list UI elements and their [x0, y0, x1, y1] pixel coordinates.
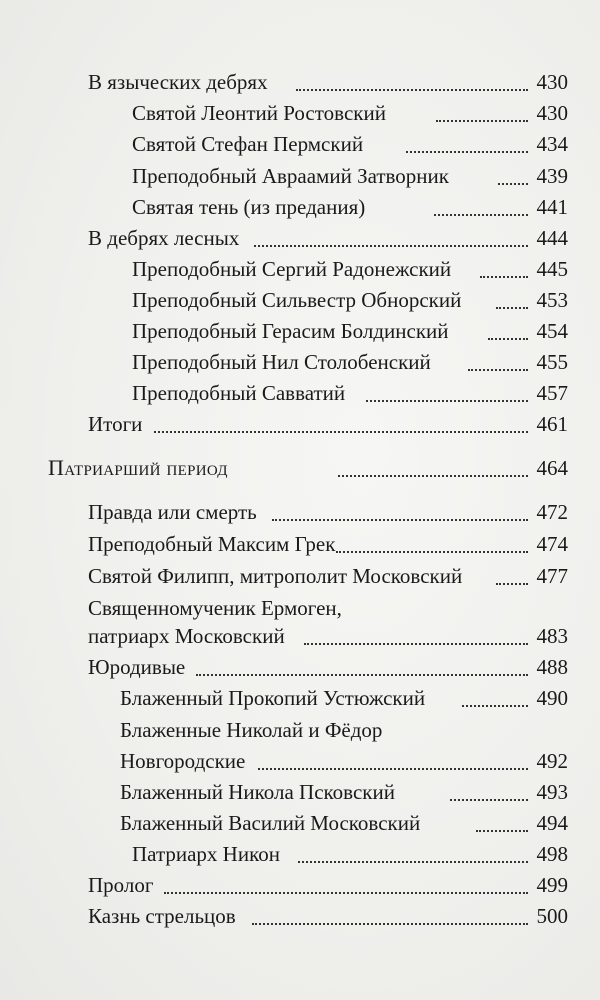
toc-dot-leader: [436, 118, 528, 122]
toc-entry-title: Казнь стрельцов: [88, 904, 236, 928]
toc-entry-page: 472: [536, 500, 568, 524]
toc-entry: [0, 222, 600, 254]
toc-dot-leader: [296, 87, 528, 91]
toc-dot-leader: [154, 429, 528, 433]
toc-dot-leader: [196, 672, 528, 676]
toc-dot-leader: [462, 703, 528, 707]
toc-entry-continued: [0, 714, 600, 746]
toc-entry-page: 492: [536, 749, 568, 773]
toc-entry: [0, 66, 600, 98]
toc-entry-page: 445: [536, 257, 568, 281]
toc-entry-title: Преподобный Сильвестр Обнорский: [132, 288, 462, 312]
toc-entry-page: 455: [536, 350, 568, 374]
toc-entry-page: 490: [536, 686, 568, 710]
toc-dot-leader: [252, 921, 528, 925]
toc-entry: [0, 745, 600, 777]
toc-entry-page: 498: [536, 842, 568, 866]
toc-entry-title: В языческих дебрях: [88, 70, 268, 94]
toc-entry-title: Юродивые: [88, 655, 186, 679]
toc-dot-leader: [496, 581, 528, 585]
toc-entry: [0, 807, 600, 839]
toc-dot-leader: [468, 367, 528, 371]
toc-dot-leader: [336, 549, 528, 553]
toc-entry-title: Преподобный Максим Грек: [88, 532, 336, 556]
toc-entry-title: Блаженный Василий Московский: [120, 811, 421, 835]
toc-entry-title: Преподобный Герасим Болдинский: [132, 319, 449, 343]
toc-entry-page: 464: [536, 456, 568, 480]
toc-entry-title: В дебрях лесных: [88, 226, 240, 250]
toc-entry: [0, 346, 600, 378]
toc-entry: [0, 496, 600, 528]
toc-entry: [0, 900, 600, 932]
toc-entry-title: Правда или смерть: [88, 500, 257, 524]
toc-entry: [0, 128, 600, 160]
toc-entry: [0, 408, 600, 440]
toc-entry-page: 430: [536, 101, 568, 125]
toc-entry-title: Священномученик Ермоген,: [88, 596, 342, 620]
toc-entry-title: патриарх Московский: [88, 624, 285, 648]
toc-entry: [0, 620, 600, 652]
toc-dot-leader: [272, 517, 528, 521]
toc-dot-leader: [258, 766, 528, 770]
toc-entry: [0, 160, 600, 192]
toc-entry-title: Святой Филипп, митрополит Московский: [88, 564, 463, 588]
toc-entry-page: 457: [536, 381, 568, 405]
toc-entry-page: 483: [536, 624, 568, 648]
toc-entry: [0, 869, 600, 901]
toc-entry: [0, 560, 600, 592]
toc-entry: [0, 838, 600, 870]
toc-entry: [0, 651, 600, 683]
toc-entry-title: Преподобный Савватий: [132, 381, 346, 405]
toc-entry-title: Блаженные Николай и Фёдор: [120, 718, 383, 742]
toc-entry-page: 494: [536, 811, 568, 835]
toc-entry-page: 461: [536, 412, 568, 436]
toc-entry-title: Преподобный Сергий Радонежский: [132, 257, 452, 281]
toc-entry: [0, 776, 600, 808]
toc-entry-page: 474: [536, 532, 568, 556]
toc-entry-title: Блаженный Никола Псковский: [120, 780, 395, 804]
toc-dot-leader: [304, 641, 528, 645]
toc-entry-title: Блаженный Прокопий Устюжский: [120, 686, 426, 710]
toc-section-title: Патриарший период: [48, 455, 228, 480]
toc-entry: [0, 682, 600, 714]
toc-dot-leader: [406, 149, 528, 153]
toc-entry-page: 488: [536, 655, 568, 679]
toc-dot-leader: [476, 828, 528, 832]
toc-entry-title: Преподобный Авраамий Затворник: [132, 164, 449, 188]
toc-dot-leader: [254, 243, 528, 247]
toc-dot-leader: [496, 305, 528, 309]
toc-entry: [0, 97, 600, 129]
toc-entry: [0, 253, 600, 285]
toc-dot-leader: [480, 274, 528, 278]
toc-entry-title: Святой Стефан Пермский: [132, 132, 364, 156]
toc-section-heading: [0, 452, 600, 484]
toc-entry-page: 499: [536, 873, 568, 897]
toc-entry-page: 430: [536, 70, 568, 94]
toc-entry-title: Святой Леонтий Ростовский: [132, 101, 386, 125]
toc-dot-leader: [366, 398, 528, 402]
toc-entry-page: 500: [536, 904, 568, 928]
toc-entry-page: 477: [536, 564, 568, 588]
toc-entry-title: Преподобный Нил Столобенский: [132, 350, 431, 374]
toc-dot-leader: [434, 212, 528, 216]
toc-entry: [0, 528, 600, 560]
toc-dot-leader: [164, 890, 528, 894]
toc-entry-title: Итоги: [88, 412, 143, 436]
toc-entry-page: 441: [536, 195, 568, 219]
toc-entry-page: 453: [536, 288, 568, 312]
toc-entry-title: Пролог: [88, 873, 154, 897]
toc-entry-page: 439: [536, 164, 568, 188]
toc-entry-page: 444: [536, 226, 568, 250]
toc-dot-leader: [488, 336, 528, 340]
toc-entry-title: Святая тень (из предания): [132, 195, 366, 219]
toc-dot-leader: [298, 859, 528, 863]
toc-dot-leader: [338, 473, 528, 477]
toc-entry-page: 434: [536, 132, 568, 156]
toc-entry-page: 493: [536, 780, 568, 804]
toc-dot-leader: [450, 797, 528, 801]
toc-entry: [0, 191, 600, 223]
toc-entry: [0, 377, 600, 409]
toc-entry-title: Новгородские: [120, 749, 246, 773]
toc-entry: [0, 284, 600, 316]
toc-dot-leader: [498, 181, 528, 185]
toc-entry: [0, 315, 600, 347]
toc-entry-page: 454: [536, 319, 568, 343]
toc-entry-title: Патриарх Никон: [132, 842, 280, 866]
